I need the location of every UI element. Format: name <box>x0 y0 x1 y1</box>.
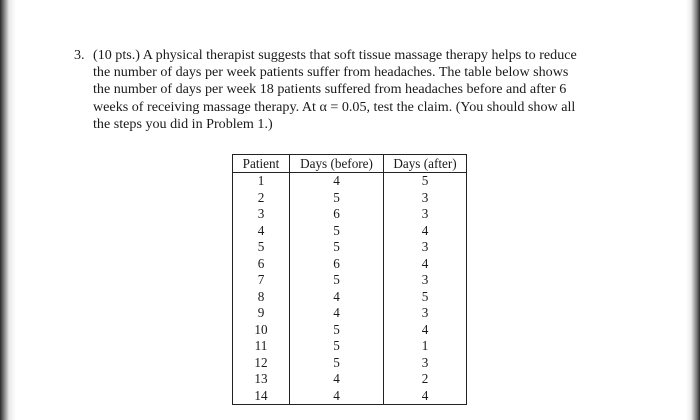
cell-days-after: 3 <box>384 305 467 322</box>
problem-text <box>93 47 634 133</box>
cell-days-after: 4 <box>384 223 467 240</box>
cell-patient: 3 <box>233 206 290 223</box>
table-body <box>233 173 467 405</box>
cell-patient: 1 <box>233 173 290 190</box>
cell-patient: 10 <box>233 322 290 339</box>
cell-patient: 9 <box>233 305 290 322</box>
header-patient: Patient <box>233 155 290 173</box>
cell-days-before: 5 <box>290 239 384 256</box>
problem-line: weeks of receiving massage therapy. At α = 0.05, test the claim. (You should show all <box>93 98 576 115</box>
table-row <box>233 173 467 190</box>
cell-patient: 2 <box>233 190 290 207</box>
cell-days-before: 5 <box>290 338 384 355</box>
table-row <box>233 371 467 388</box>
problem-3 <box>74 47 634 133</box>
table-row <box>233 338 467 355</box>
page-shadow-right <box>686 0 700 420</box>
headache-days-table <box>232 154 467 405</box>
table-row <box>233 206 467 223</box>
cell-days-after: 3 <box>384 355 467 372</box>
problem-line: the number of days per week 18 patients suffered from headaches before and after 6 <box>93 81 567 98</box>
cell-days-before: 5 <box>290 272 384 289</box>
cell-days-after: 3 <box>384 239 467 256</box>
table-row <box>233 190 467 207</box>
cell-patient: 12 <box>233 355 290 372</box>
cell-days-before: 5 <box>290 322 384 339</box>
cell-days-before: 4 <box>290 173 384 190</box>
cell-days-after: 4 <box>384 322 467 339</box>
cell-days-after: 3 <box>384 206 467 223</box>
cell-days-after: 4 <box>384 256 467 273</box>
table-row <box>233 355 467 372</box>
header-days-after: Days (after) <box>384 155 467 173</box>
cell-patient: 8 <box>233 289 290 306</box>
table-header-row <box>233 155 467 173</box>
cell-days-before: 6 <box>290 256 384 273</box>
cell-days-after: 2 <box>384 371 467 388</box>
table-row <box>233 223 467 240</box>
cell-patient: 11 <box>233 338 290 355</box>
cell-days-before: 5 <box>290 355 384 372</box>
table-row <box>233 256 467 273</box>
cell-days-before: 4 <box>290 371 384 388</box>
page-shadow-left <box>0 0 16 420</box>
table-row <box>233 272 467 289</box>
cell-days-before: 5 <box>290 223 384 240</box>
cell-days-before: 5 <box>290 190 384 207</box>
table-row <box>233 322 467 339</box>
cell-patient: 13 <box>233 371 290 388</box>
cell-days-before: 4 <box>290 289 384 306</box>
cell-patient: 14 <box>233 388 290 405</box>
cell-days-before: 4 <box>290 388 384 405</box>
cell-days-after: 5 <box>384 289 467 306</box>
table-row <box>233 305 467 322</box>
cell-patient: 4 <box>233 223 290 240</box>
problem-line: the steps you did in Problem 1.) <box>93 115 273 132</box>
cell-patient: 7 <box>233 272 290 289</box>
cell-days-before: 6 <box>290 206 384 223</box>
table-row <box>233 239 467 256</box>
cell-patient: 6 <box>233 256 290 273</box>
table-row <box>233 388 467 405</box>
cell-days-before: 4 <box>290 305 384 322</box>
problem-line: (10 pts.) A physical therapist suggests that soft tissue massage therapy helps to reduce <box>93 47 577 63</box>
cell-days-after: 3 <box>384 272 467 289</box>
cell-days-after: 4 <box>384 388 467 405</box>
cell-days-after: 3 <box>384 190 467 207</box>
table-row <box>233 289 467 306</box>
cell-days-after: 1 <box>384 338 467 355</box>
problem-number: 3. <box>74 47 85 63</box>
cell-days-after: 5 <box>384 173 467 190</box>
problem-line: the number of days per week patients suffer from headaches. The table below shows <box>93 64 569 81</box>
header-days-before: Days (before) <box>290 155 384 173</box>
cell-patient: 5 <box>233 239 290 256</box>
